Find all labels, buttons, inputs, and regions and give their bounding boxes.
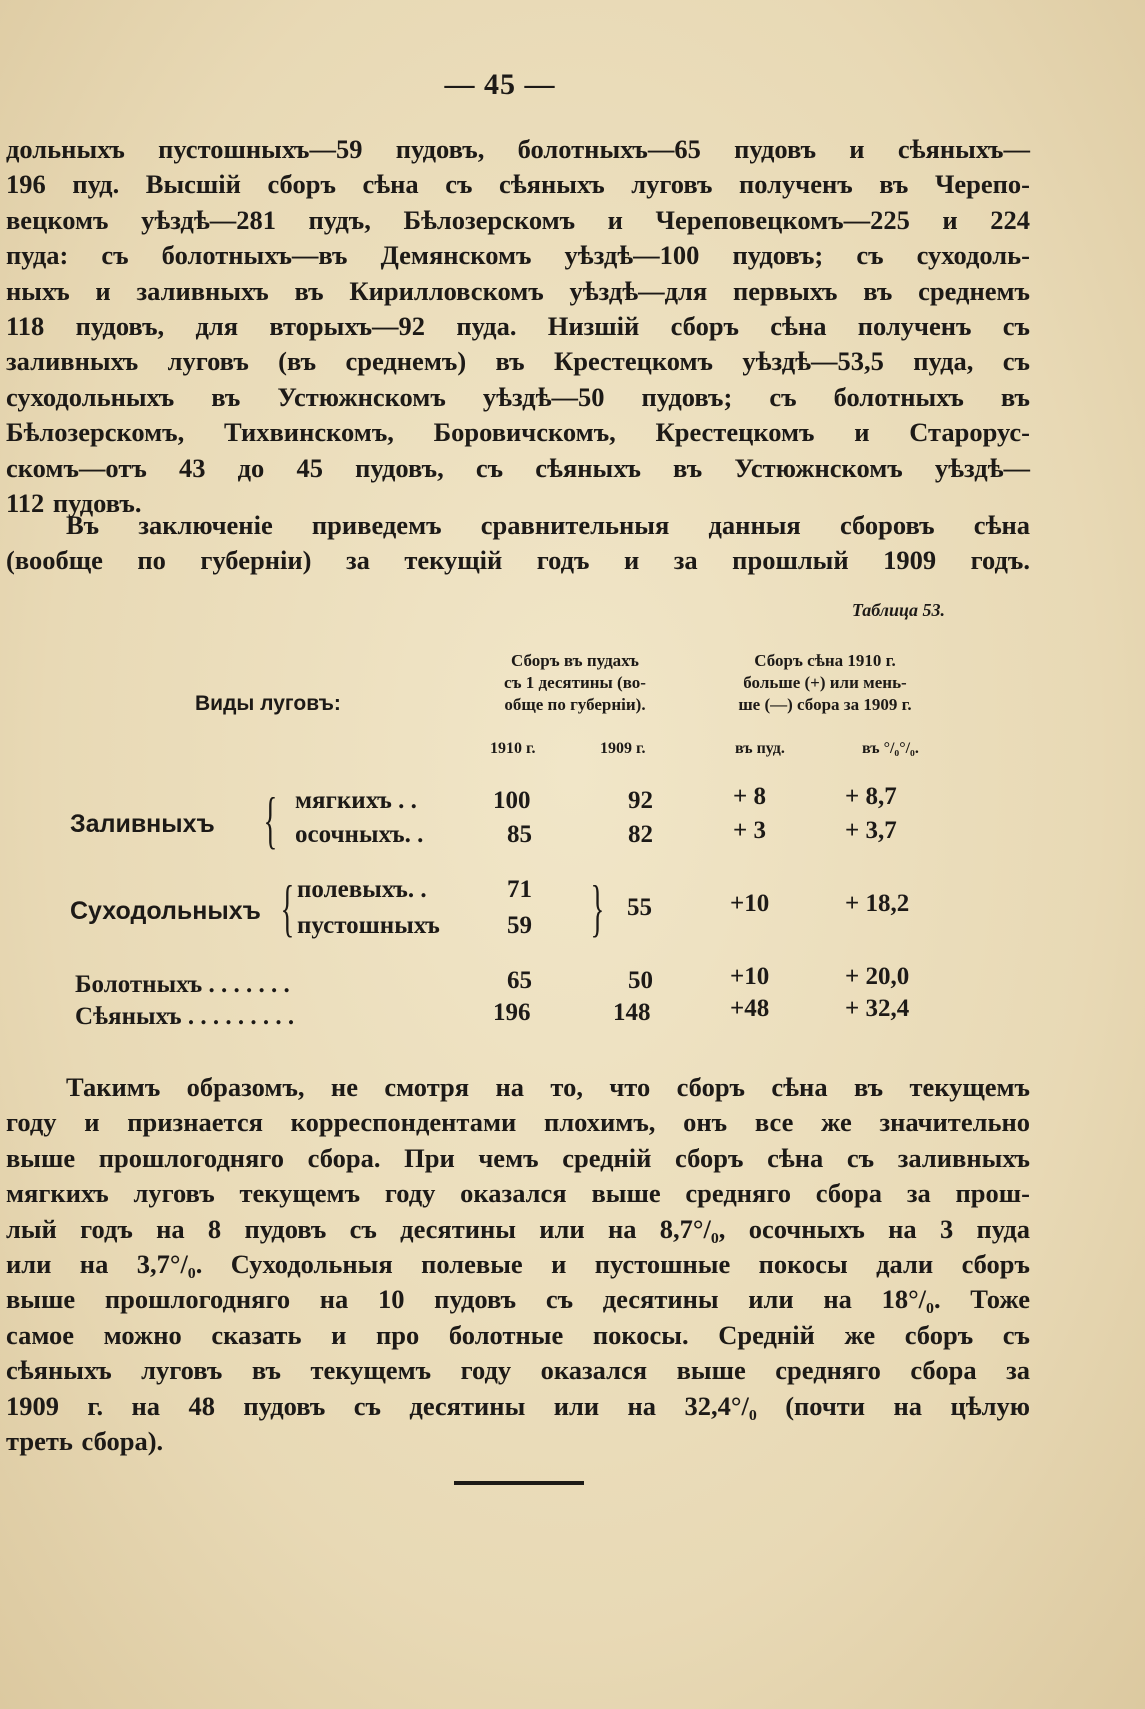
cell-1910: 85 [507, 821, 532, 848]
cell-percent: + 32,4 [845, 995, 910, 1022]
kinds-header: Виды луговъ: [195, 692, 341, 715]
text-line: 118 пудовъ, для вторыхъ—92 пуда. Низшій сборъ сѣна полученъ съ [6, 311, 1030, 342]
cell-diff-merged: +10 [730, 890, 770, 917]
row-name: осочныхъ. . [295, 821, 424, 848]
text-line: скомъ—отъ 43 до 45 пудовъ, съ сѣяныхъ въ Устюжнскомъ уѣздѣ— [6, 452, 1030, 483]
text-line: Въ заключеніе приведемъ сравнительныя данныя сборовъ сѣна [66, 510, 1030, 540]
text-line: выше прошлогодняго сбора. При чемъ средній сборъ сѣна съ заливныхъ [6, 1142, 1030, 1173]
cell-percent-merged: + 18,2 [845, 890, 910, 917]
cell-1909: 92 [628, 787, 653, 814]
conclusion-paragraph [6, 1070, 1030, 1459]
cell-1909: 82 [628, 821, 653, 848]
text-line: дольныхъ пустошныхъ—59 пудовъ, болотныхъ—65 пудовъ и сѣяныхъ— [6, 134, 1030, 164]
cell-1910: 65 [507, 967, 532, 994]
text-line: суходольныхъ въ Устюжнскомъ уѣздѣ—50 пудовъ; съ болотныхъ въ [6, 381, 1030, 412]
closing-brace-icon: } [590, 872, 605, 943]
cell-diff: +48 [730, 995, 770, 1022]
yield-header: Сборъ въ пудахъ съ 1 десятины (во- обще по губерніи). [504, 651, 646, 714]
row-name: полевыхъ. . [297, 876, 427, 903]
column-header-poods: въ пуд. [735, 740, 785, 757]
cell-1909: 148 [613, 999, 651, 1026]
table-caption: Таблица 53. [851, 600, 945, 620]
cell-diff: +10 [730, 963, 770, 990]
text-line: 1909 г. на 48 пудовъ съ десятины или на 32,4°/₀ (почти на цѣлую [6, 1390, 1030, 1421]
cell-diff: + 8 [733, 783, 766, 810]
brace-icon: { [280, 872, 295, 943]
text-line: Бѣлозерскомъ, Тихвинскомъ, Боровичскомъ, Крестецкомъ и Старорус- [6, 417, 1030, 448]
text-line: ныхъ и заливныхъ въ Кирилловскомъ уѣздѣ—для первыхъ въ среднемъ [6, 275, 1030, 306]
cell-1909: 50 [628, 967, 653, 994]
text-line: лый годъ на 8 пудовъ съ десятины или на 8,7°/₀, осочныхъ на 3 пуда [6, 1213, 1030, 1244]
cell-1910: 59 [507, 912, 532, 939]
closing-rule [454, 1481, 584, 1485]
text-line: году и признается корреспондентами плохимъ, онъ все же значительно [6, 1107, 1030, 1138]
row-name: Болотныхъ . . . . . . . [75, 971, 290, 998]
cell-1910: 196 [493, 999, 531, 1026]
text-line: пуда: съ болотныхъ—въ Демянскомъ уѣздѣ—100 пудовъ; съ суходоль- [6, 240, 1030, 271]
text-line: заливныхъ луговъ (въ среднемъ) въ Крестецкомъ уѣздѣ—53,5 пуда, съ [6, 346, 1030, 377]
text-line: вецкомъ уѣздѣ—281 пудъ, Бѣлозерскомъ и Череповецкомъ—225 и 224 [6, 204, 1030, 235]
text-line: Такимъ образомъ, не смотря на то, что сборъ сѣна въ текущемъ [66, 1072, 1030, 1102]
cell-diff: + 3 [733, 817, 766, 844]
text-line: треть сбора). [6, 1426, 164, 1457]
column-header-percent: въ °/₀°/₀. [862, 740, 919, 757]
text-line: выше прошлогодняго на 10 пудовъ съ десятины или на 18°/₀. Тоже [6, 1284, 1030, 1315]
row-name: мягкихъ . . [295, 787, 417, 814]
text-line: или на 3,7°/₀. Суходольныя полевые и пустошные покосы дали сборъ [6, 1249, 1030, 1280]
text-line: (вообще по губерніи) за текущій годъ и за прошлый 1909 годъ. [6, 545, 1030, 576]
text-line: 196 пуд. Высшій сборъ сѣна съ сѣяныхъ луговъ полученъ въ Черепо- [6, 169, 1030, 200]
row-name: Сѣяныхъ . . . . . . . . . [75, 1003, 295, 1030]
difference-header: Сборъ сѣна 1910 г. больше (+) или мень- ше (—) сбора за 1909 г. [738, 651, 912, 714]
cell-percent: + 3,7 [845, 817, 897, 844]
cell-1910: 100 [493, 787, 531, 814]
page-number: — 45 — [444, 68, 556, 101]
cell-1909-merged: 55 [627, 894, 652, 921]
group-label-dry: Суходольныхъ [70, 897, 261, 925]
brace-icon: { [263, 784, 278, 855]
text-line: сѣяныхъ луговъ въ текущемъ году оказался выше средняго сбора за [6, 1355, 1030, 1386]
cell-percent: + 8,7 [845, 783, 897, 810]
group-label-flood: Заливныхъ [70, 810, 215, 838]
text-line: 112 пудовъ. [6, 488, 142, 519]
column-header-1909: 1909 г. [600, 740, 646, 757]
text-line: мягкихъ луговъ текущемъ году оказался выше средняго сбора за прош- [6, 1178, 1030, 1209]
text-line: самое можно сказать и про болотные покосы. Средній же сборъ съ [6, 1319, 1030, 1350]
top-paragraph [6, 132, 1030, 521]
row-name: пустошныхъ [297, 912, 440, 939]
intro-paragraph [6, 508, 1030, 579]
cell-percent: + 20,0 [845, 963, 910, 990]
cell-1910: 71 [507, 876, 532, 903]
column-header-1910: 1910 г. [490, 740, 536, 757]
